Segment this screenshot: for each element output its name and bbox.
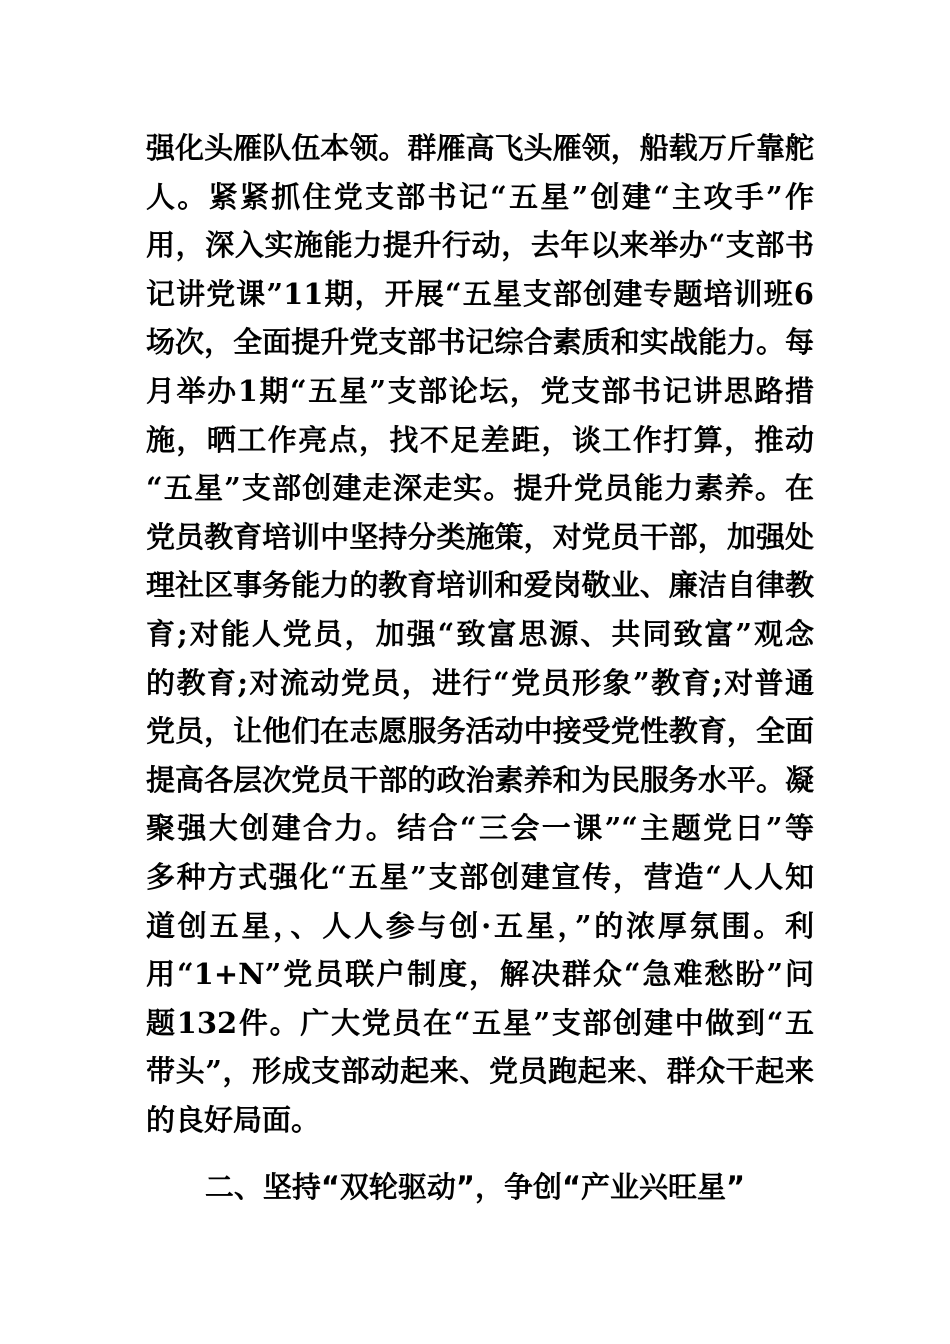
paragraph-line: 党员，让他们在志愿服务活动中接受党性教育，全面 (146, 714, 814, 749)
paragraph-line: 党员教育培训中坚持分类施策，对党员干部，加强处 (146, 519, 814, 554)
section-heading: 二、坚持“双轮驱动”，争创“产业兴旺星” (204, 1170, 746, 1204)
paragraph-line: 月举办1期“五星”支部论坛，党支部书记讲思路措 (146, 373, 814, 408)
paragraph-line: 强化头雁队伍本领。群雁高飞头雁领，船载万斤靠舵 (146, 131, 814, 165)
body-paragraph (146, 124, 814, 1144)
paragraph-line: 用“1+N”党员联户制度，解决群众“急难愁盼”问 (146, 957, 814, 992)
paragraph-line: 育;对能人党员，加强“致富思源、共同致富”观念 (146, 616, 814, 651)
paragraph-line: 的教育;对流动党员，进行“党员形象”教育;对普通 (146, 665, 814, 700)
paragraph-line: 多种方式强化“五星”支部创建宣传，营造“人人知 (146, 859, 814, 894)
paragraph-line: 场次，全面提升党支部书记综合素质和实战能力。每 (146, 325, 814, 360)
paragraph-line: 提高各层次党员干部的政治素养和为民服务水平。凝 (146, 762, 814, 797)
paragraph-line: “五星”支部创建走深走实。提升党员能力素养。在 (146, 471, 814, 506)
paragraph-line: 人。紧紧抓住党支部书记“五星”创建“主攻手”作 (146, 179, 814, 214)
paragraph-line: 用，深入实施能力提升行动，去年以来举办“支部书 (146, 228, 814, 263)
paragraph-line: 记讲党课”11期，开展“五星支部创建专题培训班6 (146, 276, 814, 311)
paragraph-line: 理社区事务能力的教育培训和爱岗敬业、廉洁自律教 (146, 568, 814, 603)
paragraph-line: 的良好局面。 (146, 1102, 321, 1137)
paragraph-line: 道创五星，、人人参与创·五星，”的浓厚氛围。利 (146, 908, 814, 943)
paragraph-line: 施，晒工作亮点，找不足差距，谈工作打算，推动 (146, 422, 814, 457)
paragraph-line: 题132件。广大党员在“五星”支部创建中做到“五 (146, 1005, 814, 1040)
paragraph-line: 带头”，形成支部动起来、党员跑起来、群众干起来 (146, 1054, 814, 1089)
paragraph-line: 聚强大创建合力。结合“三会一课”“主题党日”等 (146, 811, 814, 846)
